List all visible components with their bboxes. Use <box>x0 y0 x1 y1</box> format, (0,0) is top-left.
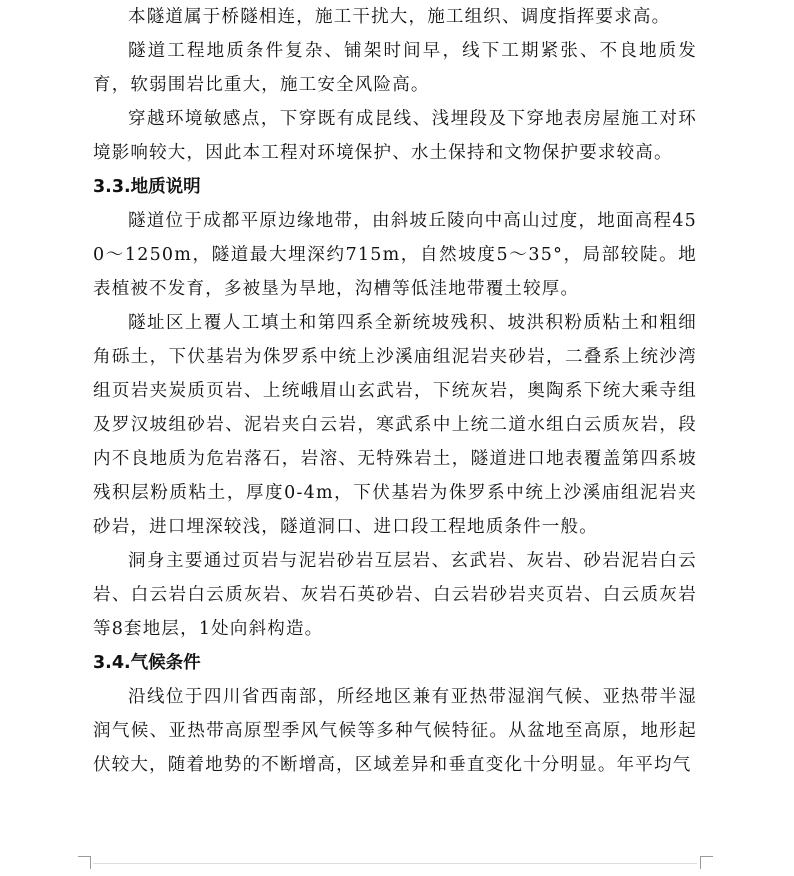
paragraph-terrain: 隧道位于成都平原边缘地带，由斜坡丘陵向中高山过度，地面高程450～1250m，隧道最大埋深约715m，自然坡度5～35°，局部较陡。地表植被不发育，多被垦为旱地，沟槽等低洼地带覆土较厚。 <box>93 211 697 299</box>
paragraph-tunnel-body: 洞身主要通过页岩与泥岩砂岩互层岩、玄武岩、灰岩、砂岩泥岩白云岩、白云岩白云质灰岩、灰岩石英砂岩、白云岩砂岩夹页岩、白云质灰岩等8套地层，1处向斜构造。 <box>93 551 697 639</box>
paragraph-environment: 穿越环境敏感点，下穿既有成昆线、浅埋段及下穿地表房屋施工对环境影响较大，因此本工程对环境保护、水土保持和文物保护要求较高。 <box>93 109 697 163</box>
section-heading-geology: 3.3.地质说明 <box>93 177 201 197</box>
page-bottom-divider <box>93 863 697 864</box>
document-body <box>93 0 697 782</box>
crop-mark-left <box>78 856 91 869</box>
paragraph-strata: 隧址区上覆人工填土和第四系全新统坡残积、坡洪积粉质粘土和粗细角砾土，下伏基岩为侏罗系中统上沙溪庙组泥岩夹砂岩，二叠系上统沙湾组页岩夹炭质页岩、上统峨眉山玄武岩，下统灰岩，奥陶系下统大乘寺组及罗汉坡组砂岩、泥岩夹白云岩，寒武系中上统二道水组白云质灰岩，段内不良地质为危岩落石，岩溶、无特殊岩土，隧道进口地表覆盖第四系坡残积层粉质粘土，厚度0-4m，下伏基岩为侏罗系中统上沙溪庙组泥岩夹砂岩，进口埋深较浅，隧道洞口、进口段工程地质条件一般。 <box>93 313 697 537</box>
paragraph-geology-risk: 隧道工程地质条件复杂、铺架时间早，线下工期紧张、不良地质发育，软弱围岩比重大，施工安全风险高。 <box>93 41 697 95</box>
paragraph-bridge-tunnel: 本隧道属于桥隧相连，施工干扰大，施工组织、调度指挥要求高。 <box>128 7 671 27</box>
crop-mark-right <box>700 856 713 869</box>
paragraph-climate: 沿线位于四川省西南部，所经地区兼有亚热带湿润气候、亚热带半湿润气候、亚热带高原型季风气候等多种气候特征。从盆地至高原，地形起伏较大，随着地势的不断增高，区域差异和垂直变化十分明显。年平均气 <box>93 687 697 775</box>
section-heading-climate: 3.4.气候条件 <box>93 653 201 673</box>
